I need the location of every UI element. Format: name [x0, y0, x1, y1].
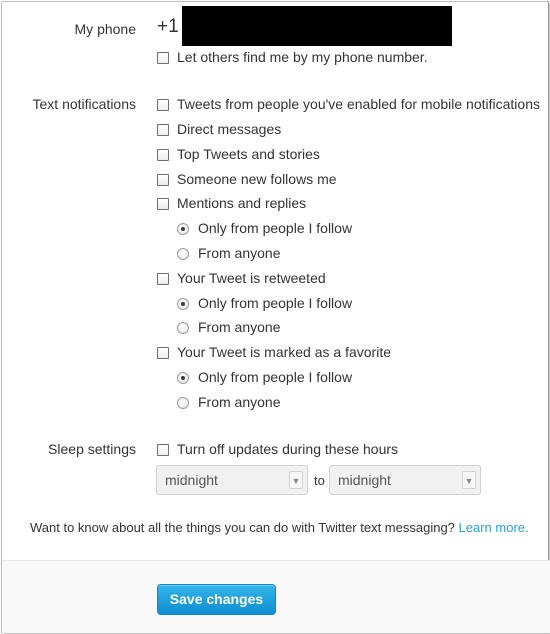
- sleep-start-value: midnight: [165, 472, 218, 488]
- chevron-down-icon: ▼: [462, 471, 476, 489]
- learn-more-link[interactable]: Learn more.: [458, 520, 529, 535]
- top-tweets-checkbox[interactable]: [157, 149, 169, 161]
- retweeted-checkbox[interactable]: [157, 273, 169, 285]
- sleep-end-select[interactable]: [329, 465, 481, 495]
- text-notifications-label: Text notifications: [32, 96, 136, 112]
- retweet-anyone-label[interactable]: From anyone: [198, 319, 281, 335]
- mentions-only-followed-label[interactable]: Only from people I follow: [198, 220, 353, 236]
- mentions-replies-label[interactable]: Mentions and replies: [177, 195, 307, 211]
- direct-messages-checkbox[interactable]: [157, 124, 169, 136]
- direct-messages-label[interactable]: Direct messages: [177, 121, 282, 137]
- new-follower-label[interactable]: Someone new follows me: [177, 171, 337, 187]
- redacted-phone-number: [182, 6, 452, 46]
- mentions-replies-checkbox[interactable]: [157, 198, 169, 210]
- mobile-notifications-label[interactable]: Tweets from people you've enabled for mobile notifications: [177, 96, 540, 112]
- sleep-checkbox-label[interactable]: Turn off updates during these hours: [177, 441, 399, 457]
- retweeted-label[interactable]: Your Tweet is retweeted: [177, 270, 326, 286]
- phone-label: My phone: [74, 21, 136, 37]
- chevron-down-icon: ▼: [289, 471, 303, 489]
- sleep-to-separator: to: [314, 473, 325, 488]
- phone-prefix: +1: [157, 16, 179, 37]
- mobile-notifications-checkbox[interactable]: [157, 99, 169, 111]
- favorited-checkbox[interactable]: [157, 347, 169, 359]
- sleep-settings-label: Sleep settings: [48, 441, 136, 457]
- sleep-start-select[interactable]: [156, 465, 308, 495]
- retweet-anyone-radio[interactable]: [177, 322, 189, 334]
- favorite-only-followed-radio[interactable]: [177, 372, 189, 384]
- sleep-checkbox[interactable]: [157, 444, 169, 456]
- top-tweets-label[interactable]: Top Tweets and stories: [177, 146, 320, 162]
- mentions-anyone-radio[interactable]: [177, 248, 189, 260]
- settings-panel: [1, 1, 549, 633]
- favorited-label[interactable]: Your Tweet is marked as a favorite: [177, 344, 391, 360]
- new-follower-checkbox[interactable]: [157, 174, 169, 186]
- retweet-only-followed-label[interactable]: Only from people I follow: [198, 295, 353, 311]
- favorite-only-followed-label[interactable]: Only from people I follow: [198, 369, 353, 385]
- phone-discoverable-checkbox[interactable]: [157, 52, 169, 64]
- sms-info-text: [30, 520, 529, 535]
- retweet-only-followed-radio[interactable]: [177, 298, 189, 310]
- form-footer: [2, 561, 550, 633]
- phone-discoverable-label[interactable]: Let others find me by my phone number.: [177, 49, 428, 65]
- mentions-anyone-label[interactable]: From anyone: [198, 245, 281, 261]
- favorite-anyone-radio[interactable]: [177, 397, 189, 409]
- favorite-anyone-label[interactable]: From anyone: [198, 394, 281, 410]
- mentions-only-followed-radio[interactable]: [177, 223, 189, 235]
- sleep-end-value: midnight: [338, 472, 391, 488]
- sms-info-message: Want to know about all the things you can do with Twitter text messaging?: [30, 520, 455, 535]
- save-changes-button[interactable]: Save changes: [157, 584, 276, 615]
